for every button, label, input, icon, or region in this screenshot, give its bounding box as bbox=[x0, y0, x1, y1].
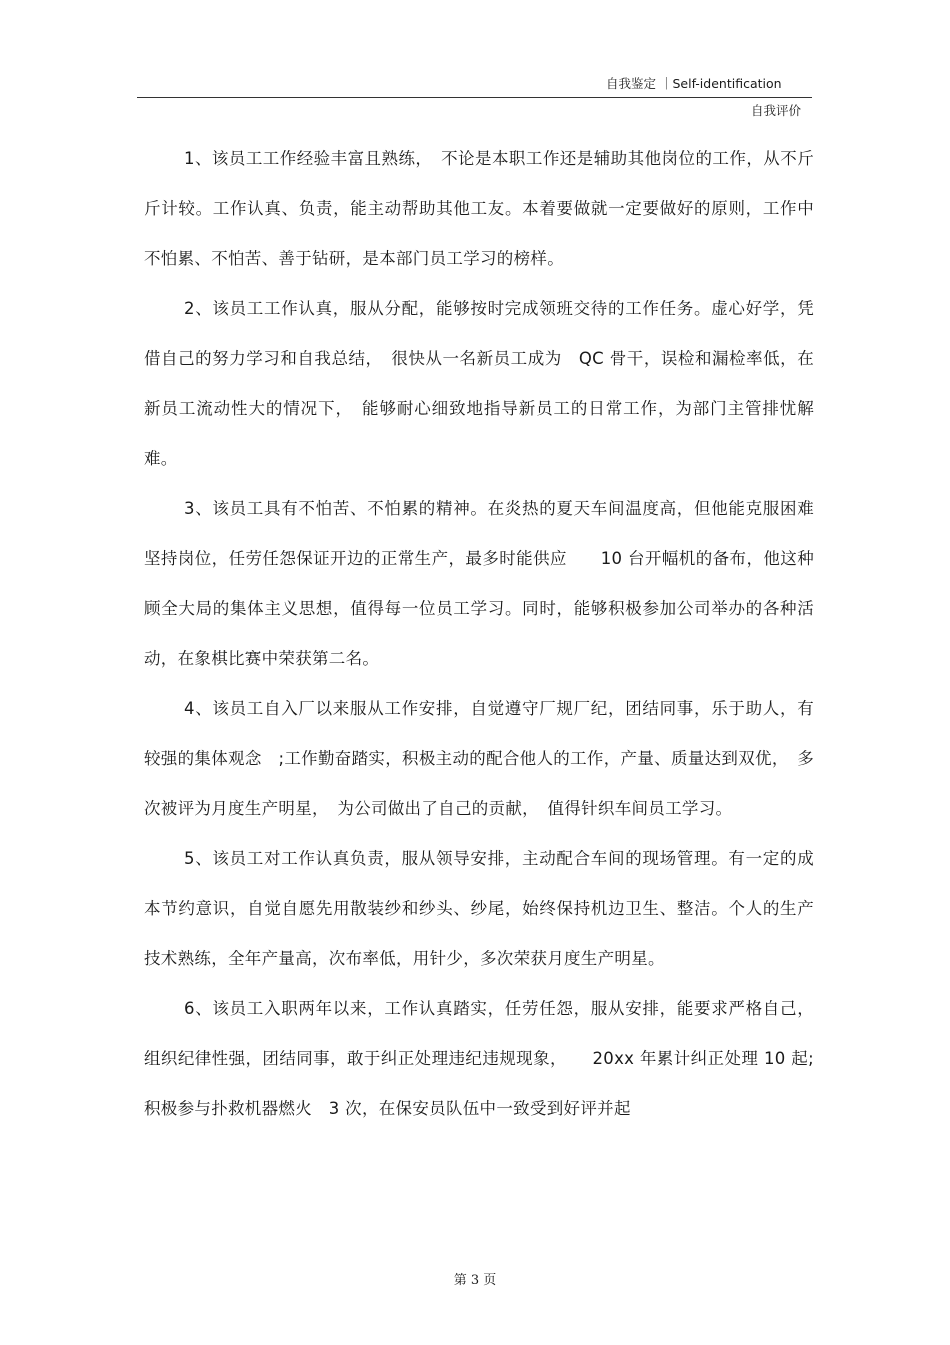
header-subtitle: 自我评价 bbox=[751, 103, 802, 118]
paragraph-3: 3、该员工具有不怕苦、不怕累的精神。在炎热的夏天车间温度高，但他能克服困难坚持岗位，任劳任怨保证开边的正常生产，最多时能供应 10 台开幅机的备布，他这种顾全大局的集体主义思想，值得每一位员工学习。同时，能够积极参加公司举办的各种活动，在象棋比赛中荣获第二名。 bbox=[144, 499, 814, 668]
page-number: 第 3 页 bbox=[453, 1273, 497, 1288]
header-title: 自我鉴定 ｜Self-identification bbox=[606, 76, 782, 91]
paragraph-2: 2、该员工工作认真，服从分配，能够按时完成领班交待的工作任务。虚心好学，凭借自己的努力学习和自我总结， 很快从一名新员工成为 QC 骨干，误检和漏检率低，在新员工流动性大的情况下， 能够耐心细致地指导新员工的日常工作，为部门主管排忧解难。 bbox=[144, 299, 814, 468]
header-divider bbox=[137, 97, 812, 98]
page-header bbox=[0, 0, 950, 120]
document-body bbox=[144, 134, 814, 1134]
paragraph-4: 4、该员工自入厂以来服从工作安排，自觉遵守厂规厂纪，团结同事，乐于助人，有较强的集体观念 ;工作勤奋踏实，积极主动的配合他人的工作，产量、质量达到双优， 多次被评为月度生产明星， 为公司做出了自己的贡献， 值得针织车间员工学习。 bbox=[144, 699, 814, 818]
paragraph-1: 1、该员工工作经验丰富且熟练， 不论是本职工作还是辅助其他岗位的工作，从不斤斤计较。工作认真、负责，能主动帮助其他工友。本着要做就一定要做好的原则，工作中不怕累、不怕苦、善于钻研，是本部门员工学习的榜样。 bbox=[144, 149, 814, 268]
paragraph-5: 5、该员工对工作认真负责，服从领导安排，主动配合车间的现场管理。有一定的成本节约意识，自觉自愿先用散装纱和纱头、纱尾，始终保持机边卫生、整洁。个人的生产技术熟练，全年产量高，次布率低，用针少，多次荣获月度生产明星。 bbox=[144, 849, 814, 968]
paragraph-6: 6、该员工入职两年以来，工作认真踏实，任劳任怨，服从安排，能要求严格自己，组织纪律性强，团结同事，敢于纠正处理违纪违规现象， 20xx 年累计纠正处理 10 起;积极参与扑救机器燃火 3 次，在保安员队伍中一致受到好评并起 bbox=[144, 999, 814, 1118]
